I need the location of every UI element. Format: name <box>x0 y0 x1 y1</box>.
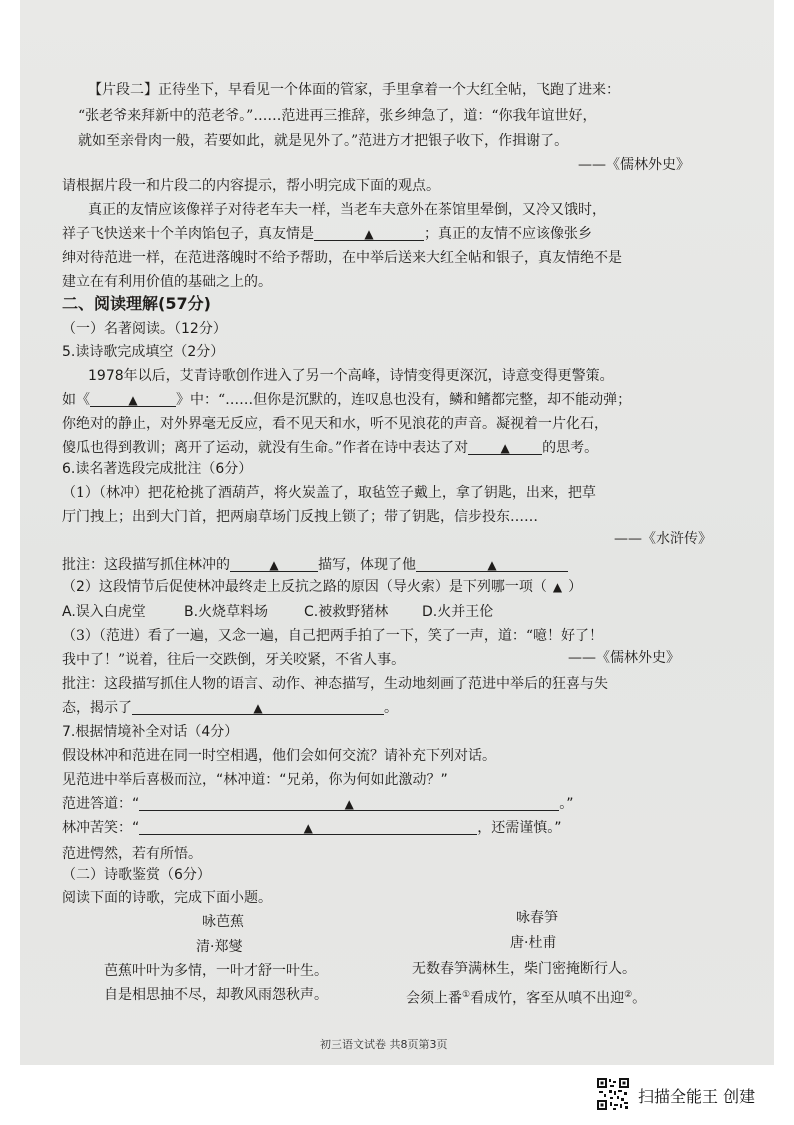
poem1-line1: 芭蕉叶叶为多情，一叶才舒一叶生。 <box>104 963 328 979</box>
section2-title: 二、阅读理解(57分) <box>62 294 211 313</box>
q6-source3: ——《儒林外史》 <box>568 650 680 666</box>
q5-line3: 你绝对的静止，对外界毫无反应，看不见天和水，听不见浪花的声音。凝视着一片化石， <box>62 416 608 432</box>
poem2-line1: 无数春笋满林生，柴门密掩断行人。 <box>412 961 636 977</box>
answer-blank-fanjin-reply[interactable]: ▲ <box>139 795 559 811</box>
friendship-line2: 祥子飞快送来十个羊肉馅包子，真友情是 ▲ ；真正的友情不应该像张乡 <box>62 226 592 242</box>
answer-blank-theme[interactable]: ▲ <box>468 439 542 455</box>
poem2-author: 唐·杜甫 <box>510 935 557 951</box>
friendship-line3: 绅对待范进一样，在范进落魄时不给予帮助，在中举后送来大红全帖和银子，真友情绝不是 <box>62 250 622 266</box>
answer-blank-poem-title[interactable]: ▲ <box>90 391 176 407</box>
q6-annotation3-line2: 态，揭示了 ▲ 。 <box>62 700 398 716</box>
poem2-title: 咏春笋 <box>516 910 558 926</box>
poetry-subtitle: （二）诗歌鉴赏（6分） <box>62 867 211 883</box>
q6-annotation1: 批注：这段描写抓住林冲的 ▲ 描写，体现了他 ▲ <box>62 556 568 574</box>
page-footer: 初三语文试卷 共8页第3页 <box>320 1038 448 1051</box>
answer-blank-character-trait[interactable]: ▲ <box>416 556 568 572</box>
friendship-line4: 建立在有利用价值的基础之上的。 <box>62 274 272 290</box>
q7-line4: 林冲苦笑：“ ▲ ，还需谨慎。” <box>62 820 562 836</box>
poetry-intro: 阅读下面的诗歌，完成下面小题。 <box>62 890 272 906</box>
q7-line1: 假设林冲和范进在同一时空相遇，他们会如何交流？请补充下列对话。 <box>62 748 496 764</box>
option-d[interactable]: D.火并王伦 <box>422 604 494 620</box>
footnote-2-marker: ② <box>624 990 633 1000</box>
passage2-line3: 就如至亲骨肉一般，若要如此，就是见外了。”范进方才把银子收下，作揖谢了。 <box>78 133 569 149</box>
scanner-label: 扫描全能王 创建 <box>638 1087 756 1106</box>
scanner-watermark <box>596 1077 786 1111</box>
answer-blank-revealed-theme[interactable]: ▲ <box>132 699 384 715</box>
passage2-line2: “张老爷来拜新中的范老爷。”……范进再三推辞，张乡绅急了，道：“你我年谊世好， <box>78 108 597 124</box>
q6-source1: ——《水浒传》 <box>614 531 712 547</box>
q5-title: 5.读诗歌完成填空（2分） <box>62 344 225 360</box>
friendship-line1: 真正的友情应该像祥子对待老车夫一样，当老车夫意外在茶馆里晕倒，又冷又饿时， <box>88 202 606 218</box>
poem1-title: 咏芭蕉 <box>202 914 244 930</box>
qr-code-icon <box>596 1077 630 1111</box>
q5-line4: 傻瓜也得到教训；离开了运动，就没有生命。”作者在诗中表达了对 ▲ 的思考。 <box>62 440 599 456</box>
answer-blank-true-friendship[interactable]: ▲ <box>314 225 424 241</box>
q6-p1-line2: 厅门拽上；出到大门首，把两扇草场门反拽上锁了；带了钥匙，信步投东…… <box>62 509 538 525</box>
poem2-line2: 会须上番①看成竹，客至从嗔不出迎②。 <box>406 990 647 1007</box>
passage2-line1: 【片段二】正待坐下，早看见一个体面的管家，手里拿着一个大红全帖，飞跑了进来： <box>88 82 620 98</box>
poem1-author: 清·郑燮 <box>196 939 243 955</box>
q7-line3: 范进答道：“ ▲ 。” <box>62 796 574 812</box>
poem1-line2: 自是相思抽不尽，却教风雨怨秋声。 <box>104 987 328 1003</box>
passage2-source: ——《儒林外史》 <box>578 157 690 173</box>
q7-title: 7.根据情境补全对话（4分） <box>62 724 239 740</box>
q6-p3-line2: 我中了！”说着，往后一交跌倒，牙关咬紧，不省人事。 <box>62 652 406 668</box>
q7-line5: 范进愕然，若有所悟。 <box>62 846 202 862</box>
answer-blank-description-type[interactable]: ▲ <box>230 556 318 572</box>
option-b[interactable]: B.火烧草料场 <box>184 604 269 620</box>
footnote-1-marker: ① <box>462 990 471 1000</box>
q6-title: 6.读名著选段完成批注（6分） <box>62 461 253 477</box>
passage2-label: 【片段二】 <box>88 82 158 98</box>
answer-blank-linchong-reply[interactable]: ▲ <box>139 819 477 835</box>
section2-subtitle: （一）名著阅读。（12分） <box>62 321 227 337</box>
option-a[interactable]: A.误入白虎堂 <box>62 604 146 620</box>
q6-annotation3-line1: 批注：这段描写抓住人物的语言、动作、神态描写，生动地刻画了范进中举后的狂喜与失 <box>62 676 608 692</box>
scanned-exam-page <box>20 0 774 1065</box>
answer-choice-slot[interactable]: ▲ <box>552 580 563 594</box>
q5-line2: 如《 ▲ 》中：“……但你是沉默的，连叹息也没有，鳞和鳍都完整，却不能动弹； <box>62 392 632 408</box>
q6-p1-line1: （1）（林冲）把花枪挑了酒葫芦，将火炭盖了，取毡笠子戴上，拿了钥匙，出来，把草 <box>62 485 596 501</box>
option-c[interactable]: C.被救野猪林 <box>304 604 389 620</box>
q7-line2: 见范进中举后喜极而泣，“林冲道：“兄弟，你为何如此激动？” <box>62 772 448 788</box>
q6-p3-line1: （3）（范进）看了一遍，又念一遍，自己把两手拍了一下，笑了一声，道：“噫！好了！ <box>62 628 604 644</box>
friendship-prompt: 请根据片段一和片段二的内容提示，帮小明完成下面的观点。 <box>62 178 440 194</box>
q5-line1: 1978年以后，艾青诗歌创作进入了另一个高峰，诗情变得更深沉，诗意变得更警策。 <box>88 368 614 384</box>
q6-p2: （2）这段情节后促使林冲最终走上反抗之路的原因（导火索）是下列哪一项（ ▲ ） <box>62 579 583 595</box>
q6-options <box>62 603 493 621</box>
